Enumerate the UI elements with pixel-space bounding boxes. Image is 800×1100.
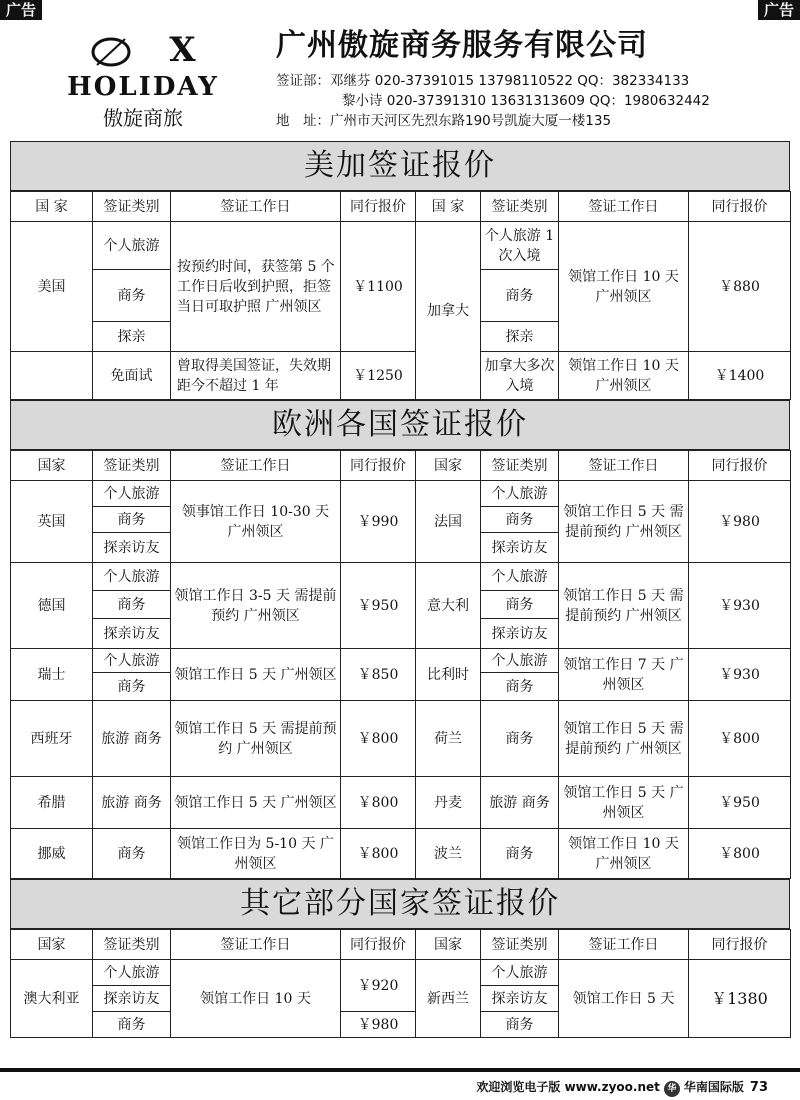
header-price: 同行报价 <box>341 930 416 960</box>
price-cell: ￥1400 <box>689 352 791 400</box>
visa-type-cell: 商务 <box>481 1012 559 1038</box>
workdays-cell: 领馆工作日 5 天 <box>559 960 689 1038</box>
visa-type-cell: 个人旅游 <box>93 481 171 507</box>
section-title-europe: 欧洲各国签证报价 <box>10 400 790 450</box>
visa-type-cell: 商务 <box>93 1012 171 1038</box>
table-header-row <box>11 451 791 481</box>
header-country: 国 家 <box>416 192 481 222</box>
visa-type-cell: 个人旅游 <box>93 960 171 986</box>
workdays-cell: 领馆工作日 5 天 需提前预约 广州领区 <box>559 563 689 649</box>
header-country: 国家 <box>416 930 481 960</box>
visa-type-cell: 个人旅游 <box>93 649 171 673</box>
visa-type-cell: 探亲访友 <box>93 533 171 563</box>
country-cell: 比利时 <box>416 649 481 701</box>
contact-line-2 <box>276 92 710 110</box>
header-price: 同行报价 <box>341 192 416 222</box>
header-workdays: 签证工作日 <box>559 451 689 481</box>
page-number: 73 <box>749 1080 768 1095</box>
price-cell: ￥1380 <box>689 960 791 1038</box>
country-cell: 西班牙 <box>11 701 93 777</box>
contact-line-1: 签证部：邓继芬 020-37391015 13798110522 QQ：382334133 <box>276 73 690 89</box>
price-cell: ￥980 <box>341 1012 416 1038</box>
country-cell: 新西兰 <box>416 960 481 1038</box>
logo <box>28 30 258 155</box>
visa-type-cell: 探亲 <box>481 322 559 352</box>
header-country: 国家 <box>416 451 481 481</box>
visa-type-cell: 个人旅游 <box>481 960 559 986</box>
logo-x-letter: X <box>169 30 197 70</box>
country-cell: 荷兰 <box>416 701 481 777</box>
workdays-cell: 领馆工作日 3-5 天 需提前预约 广州领区 <box>171 563 341 649</box>
header-visa-type: 签证类别 <box>481 930 559 960</box>
header-visa-type: 签证类别 <box>93 930 171 960</box>
header-visa-type: 签证类别 <box>93 192 171 222</box>
price-cell: ￥800 <box>341 777 416 829</box>
table-row <box>11 829 791 879</box>
price-cell: ￥930 <box>689 563 791 649</box>
contact-address: 地 址：广州市天河区先烈东路190号凯旋大厦一楼135 <box>276 113 612 129</box>
price-cell: ￥1250 <box>341 352 416 400</box>
table-header-row <box>11 930 791 960</box>
visa-type-cell: 商务 <box>481 270 559 322</box>
price-cell: ￥800 <box>341 829 416 879</box>
section-title-others: 其它部分国家签证报价 <box>10 879 790 929</box>
price-cell: ￥850 <box>341 649 416 701</box>
price-cell: ￥920 <box>341 960 416 1012</box>
visa-type-cell: 商务 <box>93 507 171 533</box>
visa-type-cell: 商务 <box>481 701 559 777</box>
header-price: 同行报价 <box>689 930 791 960</box>
country-cell-empty <box>11 352 93 400</box>
price-cell: ￥800 <box>689 701 791 777</box>
europe-price-table <box>10 450 791 879</box>
visa-type-cell: 商务 <box>481 829 559 879</box>
country-cell: 瑞士 <box>11 649 93 701</box>
header-workdays: 签证工作日 <box>559 192 689 222</box>
ad-tag-left: 广告 <box>0 0 42 20</box>
price-cell: ￥1100 <box>341 222 416 352</box>
visa-type-cell: 个人旅游 1 次入境 <box>481 222 559 270</box>
header-workdays: 签证工作日 <box>171 451 341 481</box>
price-content <box>10 141 790 1038</box>
logo-holiday: HOLIDAY <box>67 72 219 102</box>
visa-type-cell: 个人旅游 <box>93 222 171 270</box>
footer-site-text: 欢迎浏览电子版 www.zyoo.net <box>476 1080 660 1094</box>
visa-type-cell: 个人旅游 <box>93 563 171 591</box>
table-row <box>11 352 791 400</box>
price-cell: ￥800 <box>689 829 791 879</box>
country-cell: 美国 <box>11 222 93 352</box>
workdays-cell: 曾取得美国签证，失效期距今不超过 1 年 <box>171 352 341 400</box>
section-title-usca: 美加签证报价 <box>10 141 790 191</box>
country-cell: 波兰 <box>416 829 481 879</box>
header-visa-type: 签证类别 <box>481 451 559 481</box>
header-visa-type: 签证类别 <box>93 451 171 481</box>
others-price-table <box>10 929 791 1038</box>
header-workdays: 签证工作日 <box>171 930 341 960</box>
visa-type-cell: 探亲访友 <box>93 986 171 1012</box>
visa-type-cell: 商务 <box>93 591 171 619</box>
country-cell: 加拿大 <box>416 222 481 400</box>
visa-type-cell: 探亲访友 <box>481 986 559 1012</box>
price-cell: ￥980 <box>689 481 791 563</box>
ad-tag-right: 广告 <box>758 0 800 20</box>
country-cell: 德国 <box>11 563 93 649</box>
workdays-cell: 领馆工作日 5 天 需提前预约 广州领区 <box>559 701 689 777</box>
header-price: 同行报价 <box>689 451 791 481</box>
workdays-cell: 领馆工作日 5 天 广州领区 <box>559 777 689 829</box>
visa-type-cell: 探亲访友 <box>481 533 559 563</box>
usca-price-table <box>10 191 791 400</box>
company-name: 广州傲旋商务服务有限公司 <box>276 28 648 63</box>
visa-type-cell: 免面试 <box>93 352 171 400</box>
visa-type-cell: 商务 <box>93 829 171 879</box>
workdays-cell: 领馆工作日为 5-10 天 广州领区 <box>171 829 341 879</box>
table-row <box>11 222 791 270</box>
header-workdays: 签证工作日 <box>559 930 689 960</box>
price-cell: ￥800 <box>341 701 416 777</box>
footer-edition: 华南国际版 <box>683 1080 744 1094</box>
visa-type-cell: 探亲访友 <box>93 619 171 649</box>
workdays-cell: 领事馆工作日 10-30 天 广州领区 <box>171 481 341 563</box>
country-cell: 澳大利亚 <box>11 960 93 1038</box>
workdays-cell: 领馆工作日 5 天 广州领区 <box>171 649 341 701</box>
table-header-row <box>11 192 791 222</box>
workdays-cell: 领馆工作日 10 天 广州领区 <box>559 829 689 879</box>
workdays-cell: 领馆工作日 5 天 广州领区 <box>171 777 341 829</box>
logo-brand-cn: 傲旋商旅 <box>103 106 183 130</box>
price-cell: ￥950 <box>689 777 791 829</box>
table-row <box>11 777 791 829</box>
country-cell: 意大利 <box>416 563 481 649</box>
country-cell: 希腊 <box>11 777 93 829</box>
edition-badge-icon: 华 <box>664 1081 680 1097</box>
country-cell: 挪威 <box>11 829 93 879</box>
workdays-cell: 领馆工作日 5 天 需提前预约 广州领区 <box>171 701 341 777</box>
header-price: 同行报价 <box>689 192 791 222</box>
header-country: 国家 <box>11 930 93 960</box>
visa-type-cell: 商务 <box>93 270 171 322</box>
price-cell: ￥990 <box>341 481 416 563</box>
table-row <box>11 649 791 673</box>
table-row <box>11 481 791 507</box>
visa-type-cell: 探亲访友 <box>481 619 559 649</box>
header-workdays: 签证工作日 <box>171 192 341 222</box>
workdays-cell: 领馆工作日 10 天 广州领区 <box>559 352 689 400</box>
visa-type-cell: 探亲 <box>93 322 171 352</box>
visa-type-cell: 商务 <box>93 673 171 701</box>
table-row <box>11 701 791 777</box>
header-price: 同行报价 <box>341 451 416 481</box>
visa-type-cell: 商务 <box>481 591 559 619</box>
country-cell: 法国 <box>416 481 481 563</box>
visa-type-cell: 商务 <box>481 507 559 533</box>
visa-type-cell: 个人旅游 <box>481 649 559 673</box>
europe-table-body <box>11 481 791 879</box>
contact-line-2-text: 黎小诗 020-37391310 13631313609 QQ：1980632442 <box>342 93 710 109</box>
table-row <box>11 563 791 591</box>
header-country: 国 家 <box>11 192 93 222</box>
visa-type-cell: 个人旅游 <box>481 563 559 591</box>
visa-type-cell: 旅游 商务 <box>93 701 171 777</box>
visa-type-cell: 商务 <box>481 673 559 701</box>
country-cell: 英国 <box>11 481 93 563</box>
workdays-cell: 领馆工作日 7 天 广州领区 <box>559 649 689 701</box>
workdays-cell: 领馆工作日 10 天 <box>171 960 341 1038</box>
footer-rule <box>0 1068 800 1072</box>
visa-type-cell: 加拿大多次入境 <box>481 352 559 400</box>
workdays-cell: 按预约时间，获签第 5 个工作日后收到护照，拒签当日可取护照 广州领区 <box>171 222 341 352</box>
workdays-cell: 领馆工作日 10 天 广州领区 <box>559 222 689 352</box>
price-cell: ￥880 <box>689 222 791 352</box>
header-country: 国家 <box>11 451 93 481</box>
logo-mark <box>28 30 258 70</box>
workdays-cell: 领馆工作日 5 天 需提前预约 广州领区 <box>559 481 689 563</box>
table-row <box>11 960 791 986</box>
header <box>0 22 800 140</box>
visa-type-cell: 个人旅游 <box>481 481 559 507</box>
logo-ox-icon <box>89 35 169 69</box>
visa-type-cell: 旅游 商务 <box>481 777 559 829</box>
visa-type-cell: 旅游 商务 <box>93 777 171 829</box>
footer <box>476 1078 768 1097</box>
header-visa-type: 签证类别 <box>481 192 559 222</box>
price-cell: ￥930 <box>689 649 791 701</box>
country-cell: 丹麦 <box>416 777 481 829</box>
price-cell: ￥950 <box>341 563 416 649</box>
